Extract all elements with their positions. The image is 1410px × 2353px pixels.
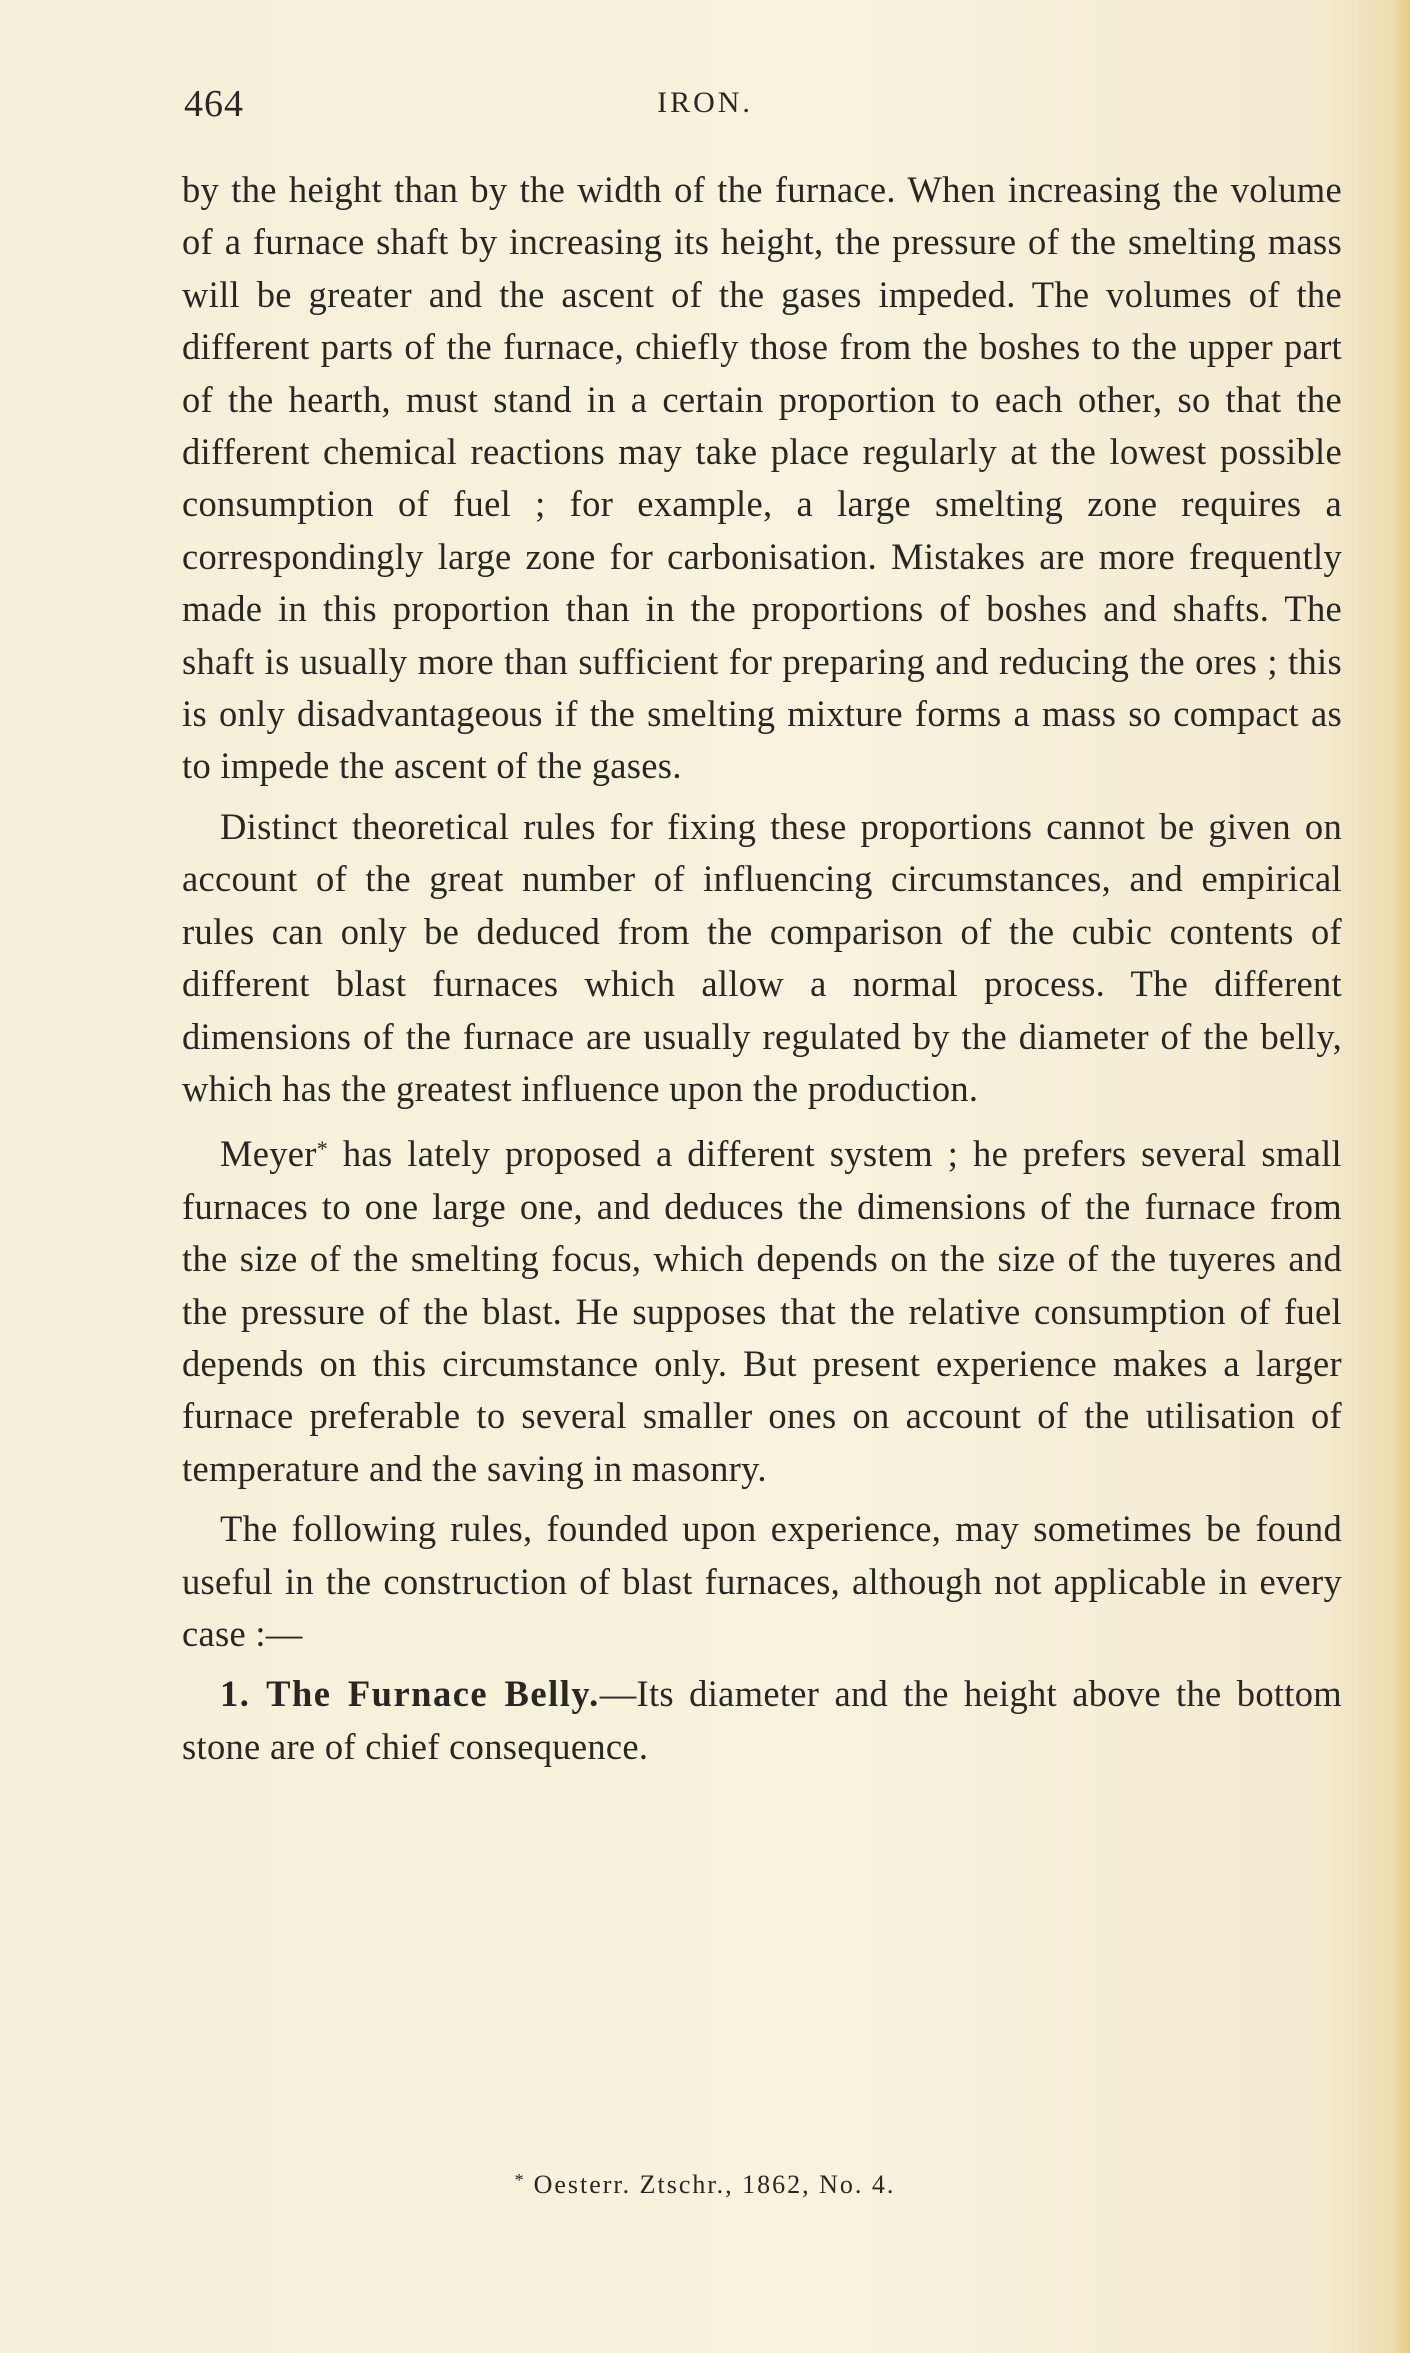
paragraph-3-rest: has lately proposed a different system ; he prefers several small furnaces to one large one, and deduces the dimensions of the furnace from the size of the smelting focus, which depends on the size of the tuyeres and the pressure of the blast. He supposes that the relative consumption of fuel depends on this circumstance only. But present experience makes a larger furnace preferable to several smaller ones on account of the utilisation of temperature and the saving in masonry. xyxy=(182,1133,1342,1489)
paragraph-5-rest: —Its diameter and the height above the bottom stone are of chief consequence. xyxy=(182,1673,1342,1767)
footnote-text: Oesterr. Ztschr., 1862, No. 4. xyxy=(533,2170,896,2199)
paragraph-3 xyxy=(182,1123,1342,1495)
footnote xyxy=(0,2170,1410,2200)
paragraph-4: The following rules, founded upon experience, may sometimes be found useful in the construction of blast furnaces, although not applicable in every case :— xyxy=(182,1508,1342,1654)
paragraph-3-start: Meyer xyxy=(220,1133,317,1175)
body-text xyxy=(182,164,1342,1781)
footnote-marker: * xyxy=(514,2170,526,2190)
paragraph-2: Distinct theoretical rules for fixing these proportions cannot be given on account of the great number of influencing circumstances, and empirical rules can only be deduced from the comparison of the cubic contents of different blast furnaces which allow a normal process. The different dimensions of the furnace are usually regulated by the diameter of the belly, which has the greatest influence upon the production. xyxy=(182,805,1342,1109)
rule-heading: 1. The Furnace Belly. xyxy=(220,1673,600,1715)
page-edge-shadow xyxy=(1392,0,1410,2353)
paragraph-5 xyxy=(182,1668,1342,1773)
footnote-reference: * xyxy=(316,1136,329,1162)
running-title: IRON. xyxy=(657,86,753,119)
page-number: 464 xyxy=(184,83,244,125)
paragraph-1: by the height than by the width of the furnace. When increasing the volume of a furnace shaft by increasing its height, the pressure of the smelting mass will be greater and the ascent of the gases impeded. The volumes of the different parts of the furnace, chiefly those from the boshes to the upper part of the hearth, must stand in a certain proportion to each other, so that the different chemical reactions may take place regularly at the lowest possible consumption of fuel ; for example, a large smelting zone requires a correspondingly large zone for carbonisation. Mistakes are more frequently made in this proportion than in the proportions of boshes and shafts. The shaft is usually more than sufficient for preparing and reducing the ores ; this is only disadvantageous if the smelting mixture forms a mass so compact as to impede the ascent of the gases. xyxy=(182,169,1342,787)
